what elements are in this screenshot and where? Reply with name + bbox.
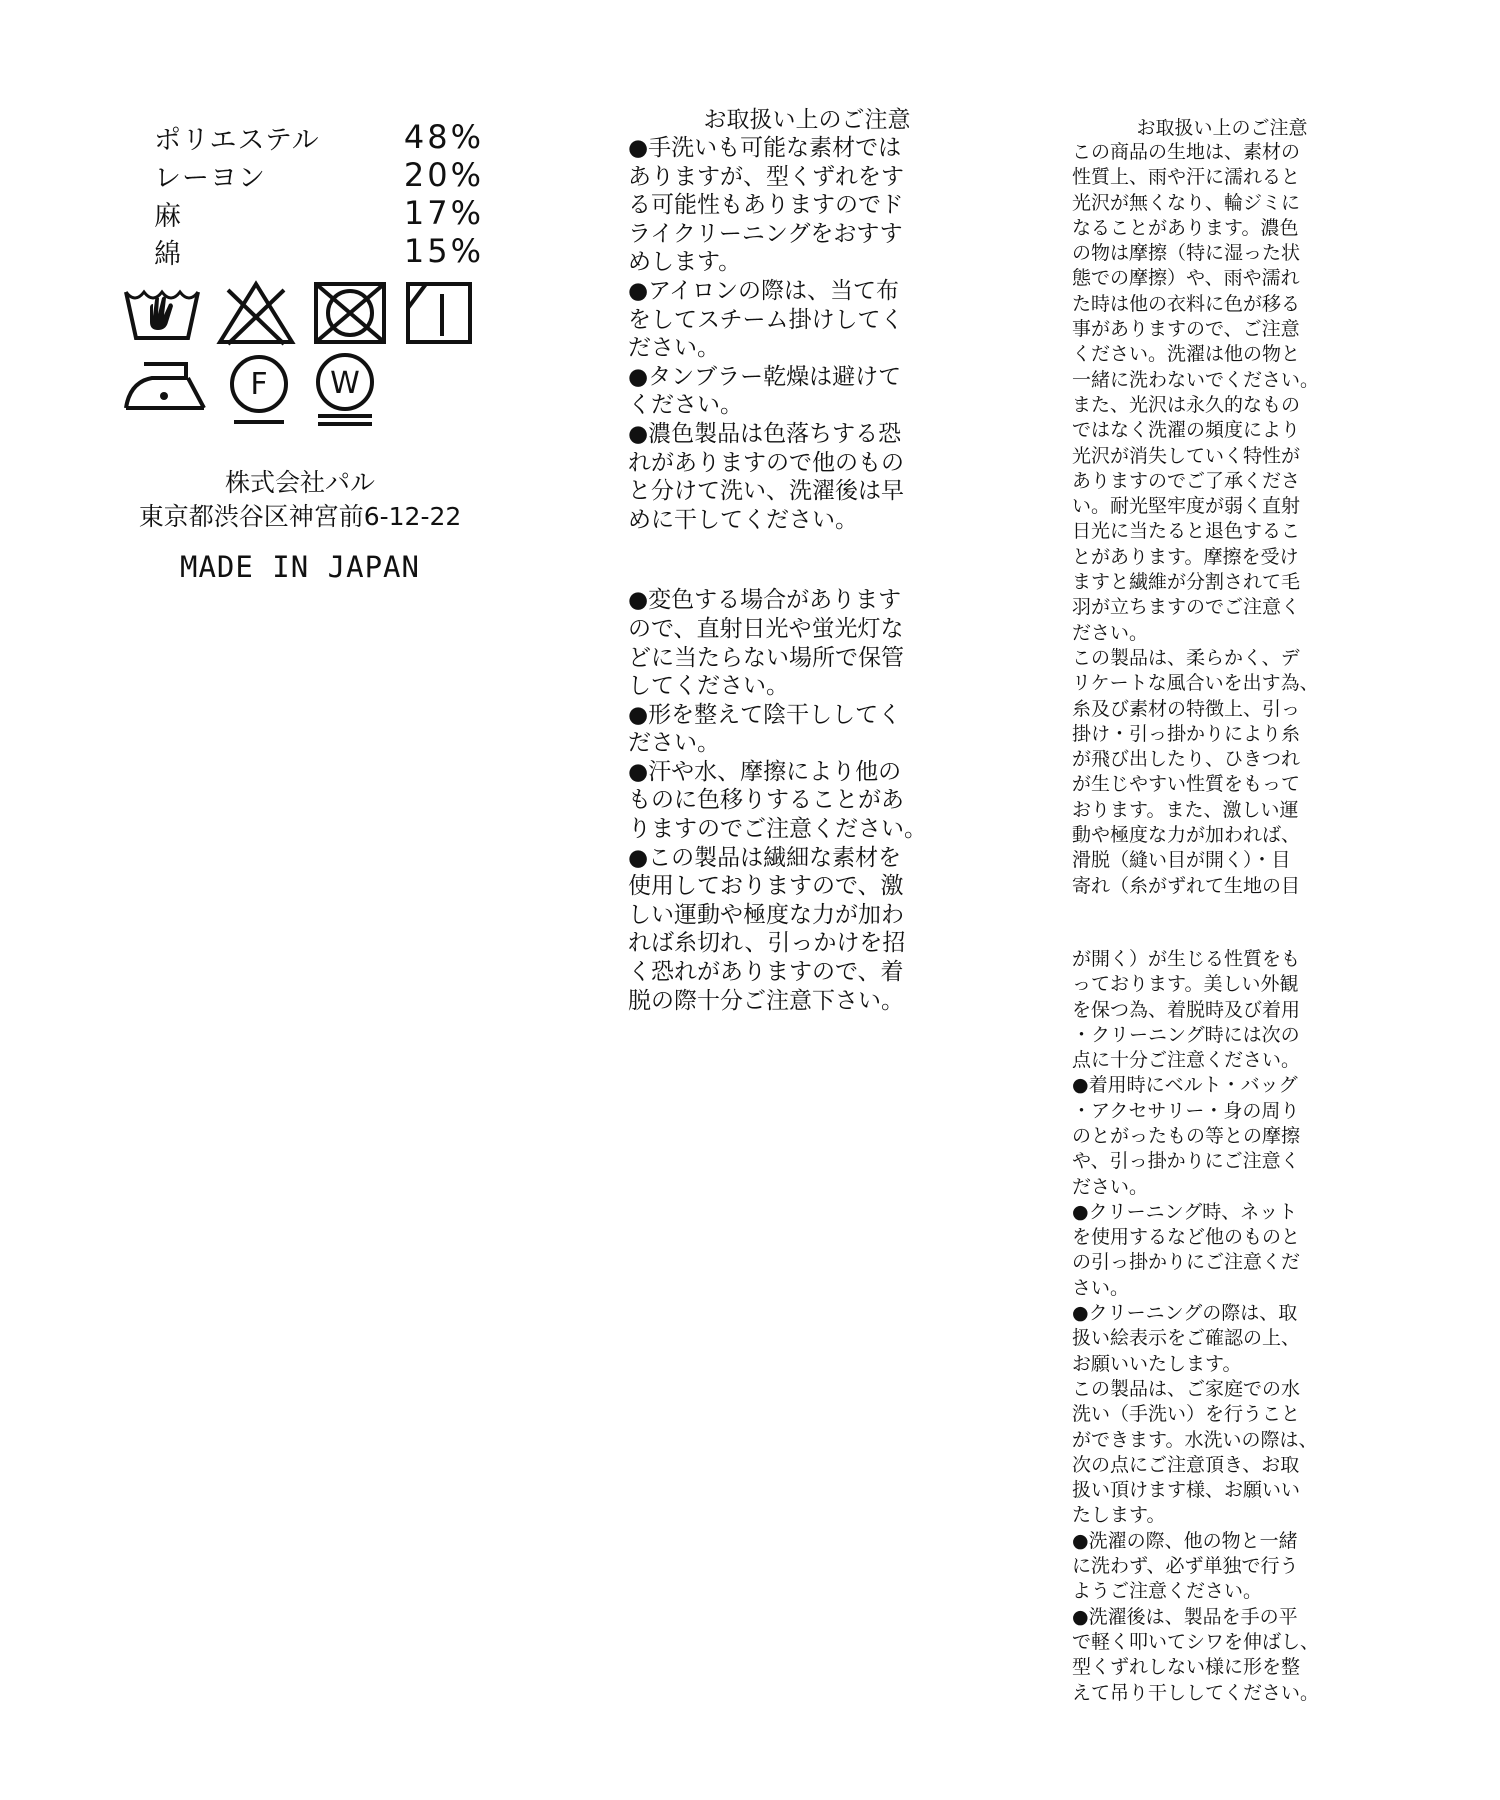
composition-table (100, 118, 500, 270)
composition-row (100, 232, 500, 270)
hand-wash-icon (122, 278, 202, 348)
notice-text-1: ●手洗いも可能な素材では ありますが、型くずれをす る可能性もありますのでド ライクリーニングをおすす めします。 ●アイロンの際は、当て布 をしてスチーム掛けしてく ださい。 ●タンブラー乾燥は避けて ください。 ●濃色製品は色落ちする恐 れがありますので他のもの と分けて洗い、洗濯後は早 めに干してください。 (628, 135, 904, 533)
section-gap (628, 534, 968, 586)
material-name: レーヨン (154, 162, 266, 194)
material-name: ポリエステル (154, 124, 320, 156)
material-name: 麻 (154, 200, 182, 232)
company-address: 東京都渋谷区神宮前6-12-22 (138, 502, 462, 531)
handling-notice-column-2 (1072, 116, 1372, 1706)
company-name: 株式会社パル (224, 468, 375, 497)
notice-text-1: この商品の生地は、素材の 性質上、雨や汗に濡れると 光沢が無くなり、輪ジミに なることがあります。濃色 の物は摩擦（特に湿った状 態での摩擦）や、雨や濡れ た時は他の衣料に色が移る 事がありますので、ご注意 ください。洗濯は他の物と 一緒に洗わないでください。 また、光沢は永久的なもの ではなく洗濯の頻度により 光沢が消失していく特性が ありますのでご了承くださ い。耐光堅牢度が弱く直射 日光に当たると退色するこ とがあります。摩擦を受け ますと繊維が分割されて毛 羽が立ちますのでご注意く ださい。 この製品は、柔らかく、デ リケートな風合いを出す為、 糸及び素材の特徴上、引っ 掛け・引っ掛かりにより糸 が飛び出したり、ひきつれ が生じやすい性質をもって おります。また、激しい運 動や極度な力が加われば、 滑脱（縫い目が開く）・目 寄れ（糸がずれて生地の目 (1072, 141, 1320, 897)
composition-row (100, 194, 500, 232)
iron-low-icon (122, 352, 208, 418)
country-of-origin: MADE IN JAPAN (180, 550, 420, 584)
drip-dry-shade-icon (404, 278, 474, 348)
composition-row (100, 118, 500, 156)
notice-title: お取扱い上のご注意 (703, 107, 911, 133)
material-name: 綿 (154, 238, 182, 270)
handling-notice-column-1 (628, 106, 968, 1015)
dry-clean-letter: F (250, 367, 268, 402)
care-symbols-row-2 (100, 352, 500, 428)
notice-text-2: が開く）が生じる性質をも っております。美しい外観 を保つ為、着脱時及び着用 ・クリーニング時には次の 点に十分ご注意ください。 ●着用時にベルト・バッグ ・アクセサリー・身の周り のとがったもの等との摩擦 や、引っ掛かりにご注意く ださい。 ●クリーニング時、ネット を使用するなど他のものと の引っ掛かりにご注意くだ さい。 ●クリーニングの際は、取 扱い絵表示をご確認の上、 お願いいたします。 この製品は、ご家庭での水 洗い（手洗い）を行うこと ができます。水洗いの際は、 次の点にご注意頂き、お取 扱い頂けます様、お願いい たします。 ●洗濯の際、他の物と一緒 に洗わず、必ず単独で行う ようご注意ください。 ●洗濯後は、製品を手の平 で軽く叩いてシワを伸ばし、 型くずれしない様に形を整 えて吊り干ししてください。 (1072, 947, 1320, 1704)
wet-clean-letter: W (330, 366, 360, 401)
care-symbols-row-1 (100, 278, 500, 348)
composition-row (100, 156, 500, 194)
dry-clean-f-icon (226, 352, 292, 428)
label-left-column (100, 118, 500, 584)
notice-text-2: ●変色する場合があります ので、直射日光や蛍光灯な どに当たらない場所で保管 してください。 ●形を整えて陰干ししてく ださい。 ●汗や水、摩擦により他の ものに色移りすることがあ りますのでご注意ください。 ●この製品は繊細な素材を 使用しておりますので、激 しい運動や極度な力が加わ れば糸切れ、引っかけを招 く恐れがありますので、着 脱の際十分ご注意下さい。 (628, 587, 927, 1014)
material-percent: 15% (403, 232, 484, 270)
wet-clean-w-icon (310, 352, 380, 428)
material-percent: 48% (403, 118, 484, 156)
notice-title: お取扱い上のご注意 (1136, 117, 1308, 139)
do-not-tumble-dry-icon (310, 278, 390, 348)
section-gap (1072, 899, 1372, 947)
material-percent: 17% (403, 194, 484, 232)
material-percent: 20% (403, 156, 484, 194)
do-not-bleach-icon (216, 278, 296, 348)
